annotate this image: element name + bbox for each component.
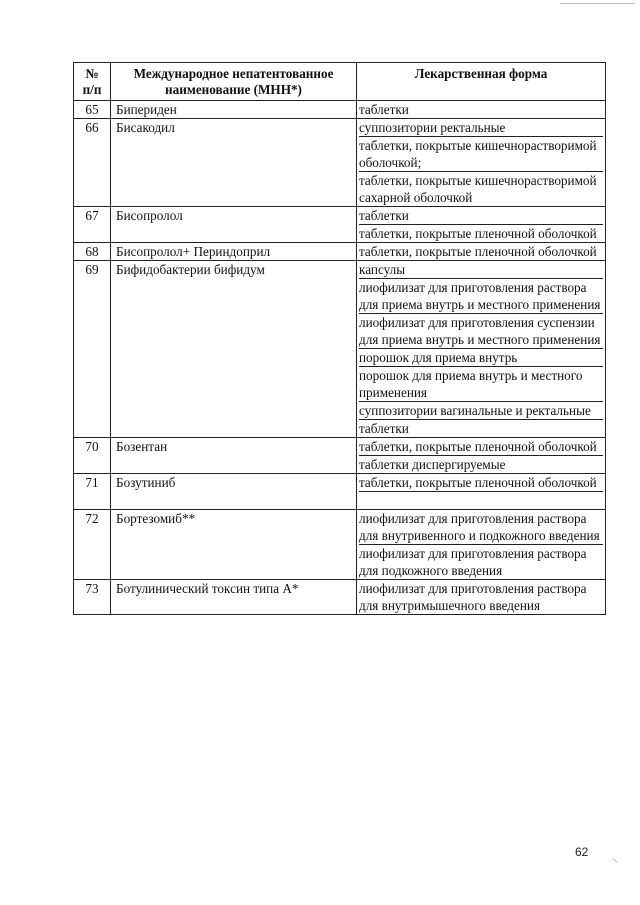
dosage-form-item: таблетки — [359, 421, 409, 436]
row-inn: Бисопролол — [111, 207, 357, 243]
dosage-form-item: лиофилизат для приготовления суспензии для приема внутрь и местного применения — [359, 314, 603, 349]
row-inn: Бозутиниб — [111, 474, 357, 510]
row-dosage-forms — [357, 119, 606, 207]
table-row — [74, 510, 606, 580]
header-dosage-form: Лекарственная форма — [357, 63, 606, 101]
row-dosage-forms — [357, 207, 606, 243]
row-number: 70 — [74, 438, 111, 474]
row-number: 71 — [74, 474, 111, 510]
row-inn: Ботулинический токсин типа А* — [111, 580, 357, 615]
dosage-form-item: суппозитории вагинальные и ректальные — [359, 402, 603, 420]
dosage-form-item: таблетки, покрытые пленочной оболочкой — [359, 474, 603, 492]
row-inn: Бифидобактерии бифидум — [111, 261, 357, 438]
row-number: 73 — [74, 580, 111, 615]
row-number: 69 — [74, 261, 111, 438]
dosage-form-item: таблетки, покрытые пленочной оболочкой — [359, 244, 597, 259]
row-number: 68 — [74, 243, 111, 261]
row-number: 67 — [74, 207, 111, 243]
dosage-form-item: таблетки — [359, 207, 603, 225]
row-inn: Бортезомиб** — [111, 510, 357, 580]
table-row — [74, 474, 606, 510]
dosage-form-item: лиофилизат для приготовления раствора для внутривенного и подкожного введения — [359, 510, 603, 545]
scan-artifact — [560, 3, 635, 4]
table-row — [74, 243, 606, 261]
row-dosage-forms — [357, 438, 606, 474]
dosage-form-item: порошок для приема внутрь и местного применения — [359, 367, 603, 402]
table-row — [74, 119, 606, 207]
row-inn: Бозентан — [111, 438, 357, 474]
dosage-form-item: таблетки, покрытые кишечнорастворимой сахарной оболочкой — [359, 173, 597, 205]
row-dosage-forms — [357, 261, 606, 438]
dosage-form-item: таблетки — [359, 102, 409, 117]
page-number: 62 — [575, 845, 589, 859]
table-row — [74, 580, 606, 615]
table-row — [74, 101, 606, 119]
table-row — [74, 261, 606, 438]
dosage-form-item: лиофилизат для приготовления раствора для подкожного введения — [359, 546, 587, 578]
table-row — [74, 207, 606, 243]
dosage-form-item: таблетки, покрытые пленочной оболочкой — [359, 438, 603, 456]
dosage-form-item: суппозитории ректальные — [359, 119, 603, 137]
scan-artifact — [612, 858, 617, 863]
row-dosage-forms — [357, 474, 606, 510]
table-header-row — [74, 63, 606, 101]
dosage-form-item: таблетки, покрытые пленочной оболочкой — [359, 226, 597, 241]
header-number: № п/п — [74, 63, 111, 101]
blank-space — [359, 492, 603, 509]
row-dosage-forms — [357, 510, 606, 580]
row-number: 65 — [74, 101, 111, 119]
row-dosage-forms — [357, 101, 606, 119]
row-number: 72 — [74, 510, 111, 580]
header-inn: Международное непатентованное наименование (МНН*) — [111, 63, 357, 101]
dosage-form-item: порошок для приема внутрь — [359, 349, 603, 367]
dosage-form-item: таблетки, покрытые кишечнорастворимой оболочкой; — [359, 137, 603, 172]
dosage-form-item: капсулы — [359, 261, 603, 279]
row-dosage-forms — [357, 243, 606, 261]
drug-list-table — [73, 62, 606, 615]
row-inn: Бисакодил — [111, 119, 357, 207]
dosage-form-item: лиофилизат для приготовления раствора для внутримышечного введения — [359, 581, 587, 613]
table-row — [74, 438, 606, 474]
row-inn: Бипериден — [111, 101, 357, 119]
row-dosage-forms — [357, 580, 606, 615]
row-number: 66 — [74, 119, 111, 207]
row-inn: Бисопролол+ Периндоприл — [111, 243, 357, 261]
dosage-form-item: таблетки диспергируемые — [359, 457, 506, 472]
dosage-form-item: лиофилизат для приготовления раствора для приема внутрь и местного применения — [359, 279, 603, 314]
table-body — [74, 101, 606, 615]
